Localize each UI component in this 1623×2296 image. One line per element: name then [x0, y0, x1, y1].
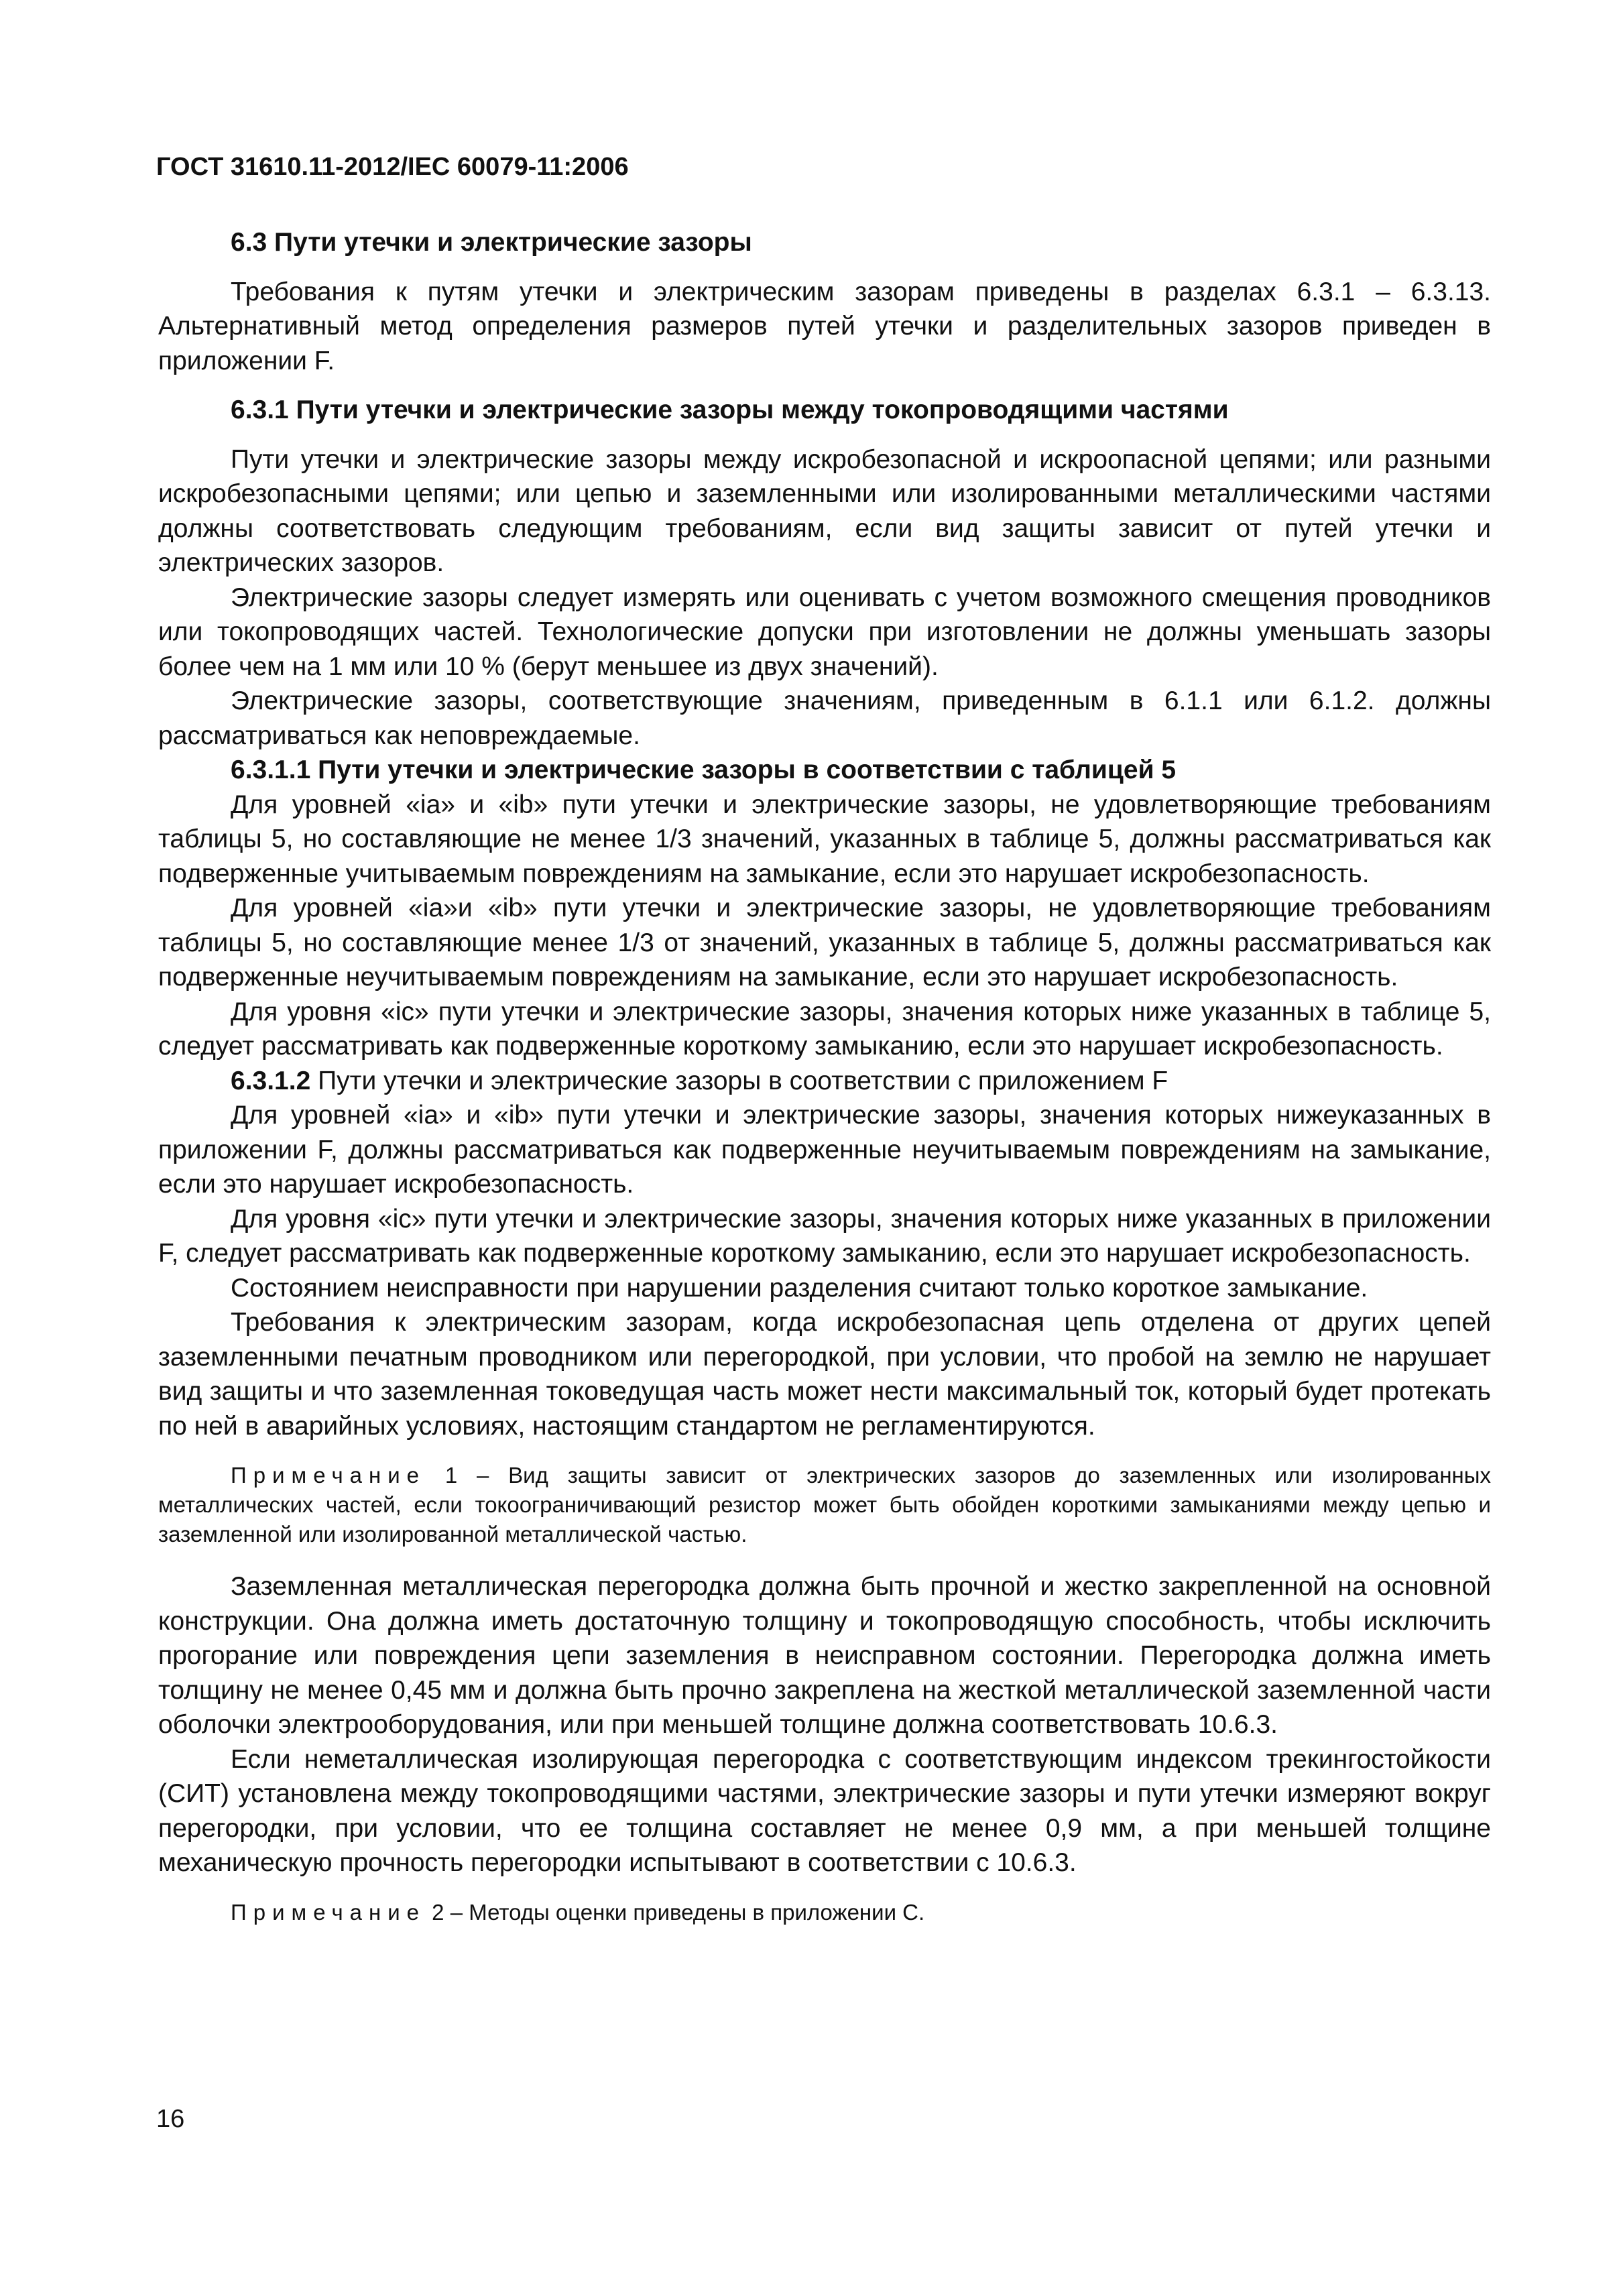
note-2-label: Примечание [231, 1899, 426, 1925]
note-1-label: Примечание [231, 1463, 426, 1488]
section-6-3-1-title: 6.3.1 Пути утечки и электрические зазоры между токопроводящими частями [231, 396, 1229, 424]
note-2 [158, 1898, 1491, 1927]
section-6-3-1-1-title: 6.3.1.1 Пути утечки и электрические зазоры в соответствии с таблицей 5 [231, 756, 1177, 784]
section-6-3-1-1-paragraph-3: Для уровня «ic» пути утечки и электрические зазоры, значения которых ниже указанных в таблице 5, следует рассматривать как подверженные короткому замыканию, если это нарушает искробезопасность. [158, 997, 1491, 1061]
section-6-3-1-1-paragraph-2: Для уровней «ia»и «ib» пути утечки и электрические зазоры, не удовлетворяющие требованиям таблицы 5, но составляющие менее 1/3 от значений, указанных в таблице 5, должны рассматриваться как подверженные неучитываемым повреждениям на замыкание, если это нарушает искробезопасность. [158, 894, 1491, 991]
section-6-3-1-2-paragraph-3: Состоянием неисправности при нарушении разделения считают только короткое замыкание. [231, 1273, 1368, 1303]
document-header: ГОСТ 31610.11-2012/IEC 60079-11:2006 [156, 153, 629, 181]
section-6-3-1-1-paragraph-1: Для уровней «ia» и «ib» пути утечки и электрические зазоры, не удовлетворяющие требованиям таблицы 5, но составляющие не менее 1/3 значений, указанных в таблице 5, должны рассматриваться как подверженные учитываемым повреждениям на замыкание, если это нарушает искробезопасность. [158, 790, 1491, 888]
section-6-3-1-2-paragraph-1: Для уровней «ia» и «ib» пути утечки и электрические зазоры, значения которых нижеуказанных в приложении F, должны рассматриваться как подверженные неучитываемым повреждениям на замыкание, если это нарушает искробезопасность. [158, 1101, 1491, 1199]
section-6-3-1-2-number: 6.3.1.2 [231, 1066, 311, 1095]
paragraph-nonmetallic-partition: Если неметаллическая изолирующая перегородка с соответствующим индексом трекингостойкости (СИТ) установлена между токопроводящими частями, электрические зазоры и пути утечки измеряют вокруг перегородки, при условии, что ее толщина составляет не менее 0,9 мм, а при меньшей толщине механическую прочность перегородки испытывают в соответствии с 10.6.3. [158, 1744, 1491, 1877]
note-1 [158, 1461, 1491, 1549]
section-6-3-1-paragraph-3: Электрические зазоры, соответствующие значениям, приведенным в 6.1.1 или 6.1.2. должны рассматриваться как неповреждаемые. [158, 686, 1491, 750]
section-6-3-title: 6.3 Пути утечки и электрические зазоры [231, 228, 752, 257]
note-2-text: 2 – Методы оценки приведены в приложении С. [426, 1899, 925, 1925]
note-1-text: 1 – Вид защиты зависит от электрических зазоров до заземленных или изолированных металлических частей, если токоограничивающий резистор может быть обойден короткими замыканиями между цепью и заземленной или изолированной металлической частью. [158, 1463, 1491, 1547]
section-6-3-1-2-heading [158, 1064, 1491, 1099]
section-6-3-1-2-paragraph-2: Для уровня «ic» пути утечки и электрические зазоры, значения которых ниже указанных в приложении F, следует рассматривать как подверженные короткому замыканию, если это нарушает искробезопасность. [158, 1204, 1491, 1268]
paragraph-grounded-partition: Заземленная металлическая перегородка должна быть прочной и жестко закрепленной на основной конструкции. Она должна иметь достаточную толщину и токопроводящую способность, чтобы исключить прогорание или повреждения цепи заземления в неисправном состоянии. Перегородка должна иметь толщину не менее 0,45 мм и должна быть прочно закреплена на жесткой металлической заземленной части оболочки электрооборудования, или при меньшей толщине должна соответствовать 10.6.3. [158, 1572, 1491, 1739]
section-6-3-intro: Требования к путям утечки и электрическим зазорам приведены в разделах 6.3.1 – 6.3.13. Альтернативный метод определения размеров путей утечки и разделительных зазоров приведен в приложении F. [158, 277, 1491, 375]
section-6-3-1-paragraph-1: Пути утечки и электрические зазоры между искробезопасной и искроопасной цепями; или разными искробезопасными цепями; или цепью и заземленными или изолированными металлическими частями должны соответствовать следующим требованиям, если вид защиты зависит от путей утечки и электрических зазоров. [158, 444, 1491, 577]
section-6-3-1-paragraph-2: Электрические зазоры следует измерять или оценивать с учетом возможного смещения проводников или токопроводящих частей. Технологические допуски при изготовлении не должны уменьшать зазоры более чем на 1 мм или 10 % (берут меньшее из двух значений). [158, 583, 1491, 681]
section-6-3-1-2-title: Пути утечки и электрические зазоры в соответствии с приложением F [310, 1066, 1168, 1095]
document-body [158, 225, 1491, 1927]
page-number: 16 [156, 2105, 185, 2133]
section-6-3-1-2-paragraph-4: Требования к электрическим зазорам, когда искробезопасная цепь отделена от других цепей заземленными печатным проводником или перегородкой, при условии, что пробой на землю не нарушает вид защиты и что заземленная токоведущая часть может нести максимальный ток, который будет протекать по ней в аварийных условиях, настоящим стандартом не регламентируются. [158, 1308, 1491, 1441]
